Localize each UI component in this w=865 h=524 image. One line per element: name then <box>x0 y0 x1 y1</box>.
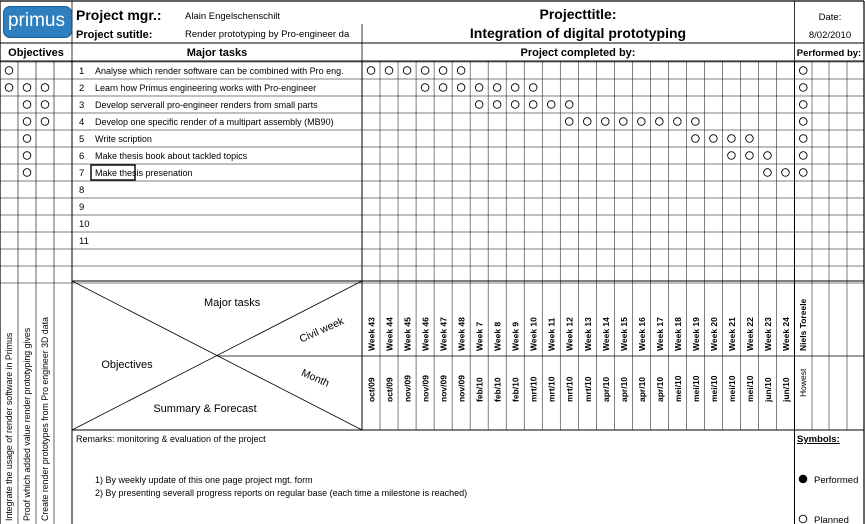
planned-circle <box>601 118 609 126</box>
planned-circle <box>710 135 718 143</box>
month-label: apr/10 <box>618 376 629 402</box>
week-label: Week 12 <box>564 317 575 351</box>
planned-circle <box>367 67 375 75</box>
date-value: 8/02/2010 <box>808 30 852 41</box>
planned-circle <box>674 118 682 126</box>
planned-circle <box>403 67 411 75</box>
planned-label: Planned <box>814 515 849 524</box>
planned-circle <box>475 101 483 109</box>
planned-circle <box>692 118 700 126</box>
task-number: 2 <box>79 83 85 94</box>
month-label: jun/10 <box>762 377 773 402</box>
objective-text: Proof which added value render prototyping gives <box>22 327 32 521</box>
logo-text: primus <box>7 10 65 31</box>
objective-circle <box>41 84 49 92</box>
month-label: mrt/10 <box>564 376 575 402</box>
week-label: Week 47 <box>438 317 449 351</box>
diagram-month: Month <box>299 366 331 390</box>
task-number: 3 <box>79 100 85 111</box>
objective-text: Create render prototypes from Pro engineer 3D data <box>40 317 50 521</box>
week-label: Week 9 <box>510 321 521 351</box>
week-label: Week 18 <box>672 317 683 351</box>
performed-symbol-icon <box>799 475 807 483</box>
form-grid <box>0 1 864 524</box>
week-label: Week 15 <box>618 317 629 351</box>
planned-circle <box>728 152 736 160</box>
month-label: apr/10 <box>636 376 647 402</box>
month-label: mei/10 <box>708 375 719 402</box>
task-text: Make thesis book about tackled topics <box>95 151 248 161</box>
task-text: Analyse which render software can be combined with Pro eng. <box>95 66 344 76</box>
performer-circle <box>799 152 807 160</box>
performer-org: Howest <box>798 368 808 397</box>
objective-circle <box>41 118 49 126</box>
task-number: 1 <box>79 66 85 77</box>
task-number: 4 <box>79 117 85 128</box>
objective-circle <box>23 169 31 177</box>
month-label: mrt/10 <box>582 376 593 402</box>
objective-circle <box>5 67 13 75</box>
planned-circle <box>457 67 465 75</box>
planned-circle <box>421 67 429 75</box>
week-label: Week 44 <box>384 317 395 351</box>
project-subtitle-value: Render prototyping by Pro-engineer da <box>185 29 350 40</box>
planned-circle <box>529 101 537 109</box>
week-label: Week 7 <box>474 321 485 351</box>
task-text: Develop one specific render of a multipart assembly (MB90) <box>95 117 334 127</box>
month-label: oct/09 <box>384 377 395 402</box>
planned-circle <box>493 84 501 92</box>
diagram-objectives: Objectives <box>101 359 153 371</box>
task-number: 11 <box>79 236 89 247</box>
performer-circle <box>799 118 807 126</box>
month-label: apr/10 <box>654 376 665 402</box>
performer-circle <box>799 135 807 143</box>
planned-circle <box>511 84 519 92</box>
week-label: Week 16 <box>636 317 647 351</box>
month-label: mei/10 <box>726 375 737 402</box>
date-label: Date: <box>818 12 842 23</box>
performer-circle <box>799 67 807 75</box>
task-number: 9 <box>79 202 85 213</box>
performed-label: Performed <box>814 475 859 486</box>
planned-circle <box>421 84 429 92</box>
planned-circle <box>638 118 646 126</box>
planned-circle <box>385 67 393 75</box>
month-label: mei/10 <box>744 375 755 402</box>
month-label: mrt/10 <box>528 376 539 402</box>
week-label: Week 14 <box>600 317 611 351</box>
objective-circle <box>41 101 49 109</box>
remarks-title: Remarks: monitoring & evaluation of the project <box>76 434 266 444</box>
planned-circle <box>493 101 501 109</box>
task-text: Make thesis presenation <box>95 168 193 178</box>
diagram-civil-week: Civil week <box>297 315 346 346</box>
symbols-title: Symbols: <box>797 434 840 445</box>
objective-circle <box>5 84 13 92</box>
planned-circle <box>547 101 555 109</box>
objective-circle <box>23 152 31 160</box>
week-label: Week 10 <box>528 317 539 351</box>
planned-circle <box>656 118 664 126</box>
month-label: nov/09 <box>402 375 413 402</box>
remarks-line-1: 1) By weekly update of this one page project mgt. form <box>95 475 313 485</box>
project-mgr-label: Project mgr.: <box>76 7 162 23</box>
planned-circle <box>529 84 537 92</box>
performer-circle <box>799 169 807 177</box>
diagram-major-tasks: Major tasks <box>204 297 261 309</box>
planned-circle <box>439 67 447 75</box>
major-tasks-header: Major tasks <box>186 47 248 59</box>
week-label: Week 22 <box>744 317 755 351</box>
month-label: mrt/10 <box>546 376 557 402</box>
week-label: Week 21 <box>726 317 737 351</box>
objective-circle <box>23 135 31 143</box>
objective-circle <box>23 101 31 109</box>
project-subtitle-label: Project sutitle: <box>76 29 153 41</box>
objective-circle <box>23 84 31 92</box>
task-number: 8 <box>79 185 85 196</box>
performer-name: Niels Toreele <box>798 298 808 351</box>
form-texts <box>4 6 861 524</box>
planned-circle <box>620 118 628 126</box>
planned-circle <box>692 135 700 143</box>
month-label: mei/10 <box>690 375 701 402</box>
task-text: Learn how Primus engineering works with Pro-engineer <box>95 83 317 93</box>
week-label: Week 24 <box>780 317 791 351</box>
planned-symbol-icon <box>799 515 807 523</box>
project-completed-header: Project completed by: <box>520 47 636 59</box>
task-text: Write scription <box>95 134 152 144</box>
week-label: Week 23 <box>762 317 773 351</box>
week-label: Week 13 <box>582 317 593 351</box>
planned-circle <box>728 135 736 143</box>
planned-circle <box>746 152 754 160</box>
planned-circle <box>583 118 591 126</box>
month-label: oct/09 <box>366 377 377 402</box>
project-title-label: Projecttitle: <box>539 6 617 22</box>
week-label: Week 46 <box>420 317 431 351</box>
task-number: 7 <box>79 168 85 179</box>
performed-by-header: Performed by: <box>796 48 862 59</box>
week-label: Week 48 <box>456 317 467 351</box>
month-label: nov/09 <box>456 375 467 402</box>
week-label: Week 11 <box>546 317 557 351</box>
objective-text: Integrate the usage of render software in Primus <box>4 332 14 521</box>
month-label: feb/10 <box>492 377 503 402</box>
performer-circle <box>799 84 807 92</box>
planned-circle <box>511 101 519 109</box>
planned-circle <box>439 84 447 92</box>
week-label: Week 17 <box>654 317 665 351</box>
planned-circle <box>565 101 573 109</box>
task-text: Develop serverall pro-engineer renders from small parts <box>95 100 318 110</box>
task-number: 10 <box>79 219 90 230</box>
diagram-summary: Summary & Forecast <box>153 403 257 415</box>
week-label: Week 20 <box>708 317 719 351</box>
project-title-value: Integration of digital prototyping <box>469 25 687 41</box>
week-label: Week 45 <box>402 317 413 351</box>
remarks-line-2: 2) By presenting severall progress reports on regular base (each time a milestone is reached) <box>95 488 468 498</box>
planned-circle <box>457 84 465 92</box>
month-label: feb/10 <box>510 377 521 402</box>
task-number: 5 <box>79 134 85 145</box>
planned-circle <box>746 135 754 143</box>
objectives-header: Objectives <box>8 47 64 59</box>
week-label: Week 8 <box>492 321 503 351</box>
planned-circle <box>764 152 772 160</box>
objective-circle <box>23 118 31 126</box>
month-label: jun/10 <box>780 377 791 402</box>
project-mgr-value: Alain Engelschenschilt <box>185 11 281 22</box>
month-label: nov/09 <box>438 375 449 402</box>
performer-circle <box>799 101 807 109</box>
planned-circle <box>764 169 772 177</box>
month-label: feb/10 <box>474 377 485 402</box>
planned-circle <box>565 118 573 126</box>
planned-circle <box>782 169 790 177</box>
week-label: Week 43 <box>366 317 377 351</box>
task-number: 6 <box>79 151 85 162</box>
planned-circle <box>475 84 483 92</box>
month-label: apr/10 <box>600 376 611 402</box>
month-label: nov/09 <box>420 375 431 402</box>
month-label: mei/10 <box>672 375 683 402</box>
week-label: Week 19 <box>690 317 701 351</box>
